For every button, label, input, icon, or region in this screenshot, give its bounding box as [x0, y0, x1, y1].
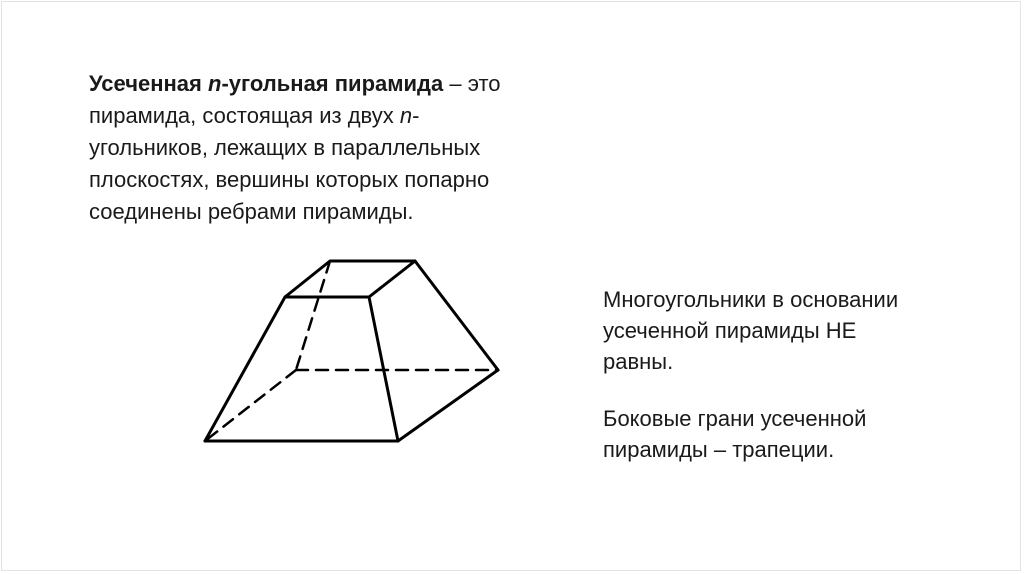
- truncated-pyramid-figure: [190, 248, 510, 458]
- definition-line5: соединены ребрами пирамиды.: [89, 199, 414, 224]
- hidden-edge-back-top: [296, 261, 330, 370]
- definition-term: [89, 71, 443, 96]
- term-part1: Усеченная: [89, 71, 208, 96]
- definition-line3: угольников, лежащих в параллельных: [89, 135, 481, 160]
- note-faces: [603, 403, 963, 465]
- edge-front-right: [369, 297, 398, 441]
- definition-text: [89, 68, 589, 228]
- note-faces-line1: Боковые грани усеченной: [603, 406, 867, 431]
- term-n: n: [208, 71, 222, 96]
- edge-back-right: [415, 261, 498, 370]
- term-part2: -угольная пирамида: [221, 71, 444, 96]
- note-bases: [603, 284, 963, 377]
- definition-line2-end: -: [412, 103, 420, 128]
- definition-line2-start: пирамида, состоящая из двух: [89, 103, 400, 128]
- definition-line2-n: n: [399, 103, 413, 128]
- hidden-edge-base-left: [205, 370, 296, 441]
- top-face: [285, 261, 415, 297]
- definition-line4: плоскостях, вершины которых попарно: [89, 167, 490, 192]
- note-bases-line3: равны.: [603, 349, 674, 374]
- note-faces-line2: пирамиды – трапеции.: [603, 437, 835, 462]
- base-right-edge: [398, 370, 498, 441]
- note-bases-line1: Многоугольники в основании: [603, 287, 899, 312]
- note-bases-line2: усеченной пирамиды НЕ: [603, 318, 857, 343]
- definition-line1-rest: – это: [443, 71, 501, 96]
- edge-front-left: [205, 297, 285, 441]
